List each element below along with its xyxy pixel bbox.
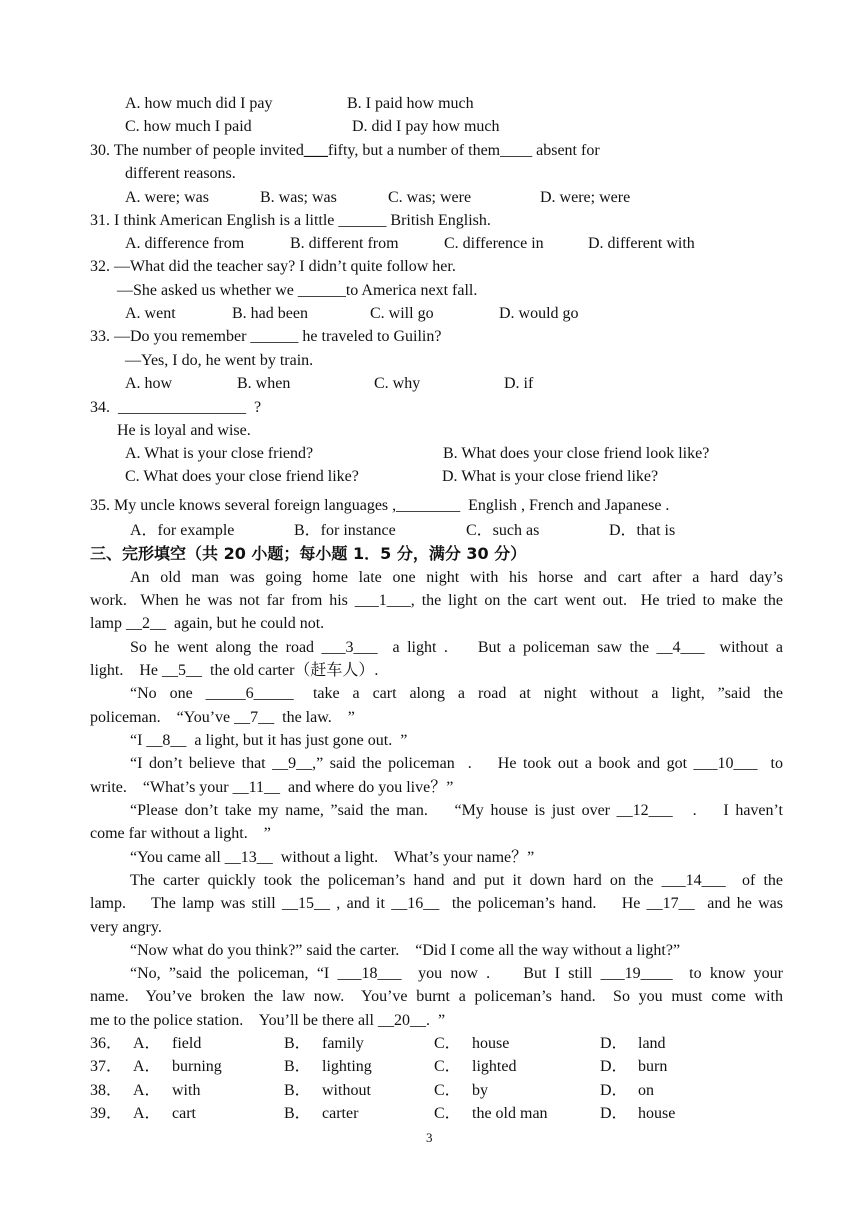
q30-option-d: D. were; were [540,189,631,206]
q35-option-d: D．that is [609,522,676,539]
page-number: 3 [426,1130,433,1145]
section-title-cloze: 三、完形填空（共 20 小题；每小题 1．5 分，满分 30 分） [90,544,527,563]
q31-option-b: B. different from [290,235,399,252]
passage-p10-line3: me to the police station. You’ll be there all __20__. ” [90,1012,446,1029]
cloze-option-c-text: lighted [472,1058,517,1075]
passage-p10-line2 [90,987,783,1007]
passage-p7-line1: “You came all __13__ without a light. What’s your name？” [130,849,535,866]
q31-option-d: D. different with [588,235,695,252]
cloze-option-d-text: house [638,1105,676,1122]
passage-p2-line1 [130,638,783,658]
cloze-question-number: 37． [90,1058,123,1075]
passage-text: lamp. The lamp was still __15__ , and it __16__ the policeman’s hand. He __17__ and he was [90,895,783,912]
cloze-option-d-text: land [638,1035,666,1052]
passage-text: The carter quickly took the policeman’s hand and put it down hard on the ___14___ of the [130,872,783,889]
passage-p5-line2: write. “What’s your __11__ and where do you live？” [90,779,454,796]
q35-option-c: C．such as [466,522,540,539]
cloze-option-d-letter: D． [600,1082,628,1099]
cloze-option-a-letter: A． [133,1058,161,1075]
q30-stem-part1: 30. The number of people invited [90,142,304,159]
passage-text: “No one _____6_____ take a cart along a road at night without a light, ”said the [130,685,783,702]
q34-option-d: D. What is your close friend like? [442,468,659,485]
q34-option-c: C. What does your close friend like? [125,468,359,485]
q29-option-b: B. I paid how much [347,95,474,112]
q33-option-d: D. if [504,375,534,392]
q31-stem: 31. I think American English is a little ______ British English. [90,212,491,229]
passage-p8-line2 [90,894,783,914]
q32-stem-line1: 32. —What did the teacher say? I didn’t quite follow her. [90,258,456,275]
cloze-option-a-letter: A． [133,1035,161,1052]
passage-p2-line2: light. He __5__ the old carter（赶车人）. [90,662,379,679]
q34-option-a: A. What is your close friend? [125,445,314,462]
q35-option-a: A．for example [130,522,235,539]
q32-option-c: C. will go [370,305,434,322]
q30-option-c: C. was; were [388,189,472,206]
q34-option-b: B. What does your close friend look like? [443,445,710,462]
passage-p3-line1 [130,684,783,704]
q32-option-d: D. would go [499,305,579,322]
passage-p1-line3: lamp __2__ again, but he could not. [90,615,325,632]
q30-stem-part2: fifty, but a number of them____ absent for [327,142,600,159]
cloze-option-d-letter: D． [600,1035,628,1052]
q30-stem-line2: different reasons. [125,165,236,182]
q31-option-c: C. difference in [444,235,544,252]
cloze-option-b-letter: B． [284,1035,311,1052]
passage-text: An old man was going home late one night with his horse and cart after a hard day’s [130,569,783,586]
passage-p6-line1 [130,801,783,821]
passage-p4-line1: “I __8__ a light, but it has just gone out. ” [130,732,408,749]
q31-option-a: A. difference from [125,235,245,252]
q35-stem: 35. My uncle knows several foreign languages ,________ English , French and Japanese . [90,497,670,514]
cloze-option-a-text: burning [172,1058,222,1075]
q30-option-b: B. was; was [260,189,337,206]
q34-stem-line1: 34. ________________ ? [90,399,262,416]
passage-p8-line1 [130,871,783,891]
q32-option-a: A. went [125,305,176,322]
cloze-option-c-letter: C． [434,1082,461,1099]
passage-text: “Please don’t take my name, ”said the man. “My house is just over __12___ . I haven’t [130,802,783,819]
q32-stem-line2: —She asked us whether we ______to America next fall. [117,282,478,299]
cloze-option-d-text: on [638,1082,654,1099]
cloze-option-a-text: field [172,1035,202,1052]
cloze-option-b-letter: B． [284,1105,311,1122]
cloze-option-c-text: by [472,1082,488,1099]
cloze-option-a-letter: A． [133,1082,161,1099]
cloze-option-c-letter: C． [434,1058,461,1075]
passage-p5-line1 [130,754,783,774]
cloze-question-number: 38． [90,1082,123,1099]
q35-option-b: B．for instance [294,522,396,539]
cloze-option-b-text: without [322,1082,371,1099]
cloze-option-c-text: the old man [472,1105,548,1122]
cloze-option-b-text: lighting [322,1058,372,1075]
passage-p1-line2 [90,591,783,611]
q32-option-b: B. had been [232,305,308,322]
cloze-option-a-text: cart [172,1105,196,1122]
passage-p10-line1 [130,964,783,984]
passage-text: name. You’ve broken the law now. You’ve burnt a policeman’s hand. So you must come with [90,988,783,1005]
passage-p3-line2: policeman. “You’ve __7__ the law. ” [90,709,355,726]
passage-text: So he went along the road ___3___ a light . But a policeman saw the __4___ without a [130,639,783,656]
passage-p8-line3: very angry. [90,919,162,936]
cloze-option-b-text: family [322,1035,364,1052]
cloze-option-b-letter: B． [284,1082,311,1099]
passage-p6-line2: come far without a light. ” [90,825,271,842]
passage-text: “No, ”said the policeman, “I ___18___ you now . But I still ___19____ to know your [130,965,783,982]
cloze-option-d-letter: D． [600,1058,628,1075]
q33-option-c: C. why [374,375,421,392]
q30-blank: ___ [303,142,328,159]
cloze-option-b-text: carter [322,1105,359,1122]
cloze-option-a-text: with [172,1082,201,1099]
passage-p9-line1: “Now what do you think?” said the carter. “Did I come all the way without a light?” [130,942,681,959]
q29-option-c: C. how much I paid [125,118,252,135]
q29-option-a: A. how much did I pay [125,95,273,112]
cloze-question-number: 39． [90,1105,123,1122]
q33-option-b: B. when [237,375,291,392]
q33-stem-line2: —Yes, I do, he went by train. [125,352,314,369]
cloze-option-c-letter: C． [434,1105,461,1122]
cloze-option-c-text: house [472,1035,510,1052]
passage-text: work. When he was not far from his ___1___, the light on the cart went out. He tried to make the [90,592,783,609]
q33-option-a: A. how [125,375,173,392]
q34-stem-line2: He is loyal and wise. [117,422,251,439]
cloze-option-a-letter: A． [133,1105,161,1122]
q30-option-a: A. were; was [125,189,209,206]
q33-stem-line1: 33. —Do you remember ______ he traveled to Guilin? [90,328,442,345]
q30-stem-line1 [90,141,600,161]
cloze-option-d-letter: D． [600,1105,628,1122]
cloze-question-number: 36． [90,1035,123,1052]
q29-option-d: D. did I pay how much [352,118,500,135]
cloze-option-c-letter: C． [434,1035,461,1052]
cloze-option-b-letter: B． [284,1058,311,1075]
passage-p1-line1 [130,568,783,588]
cloze-option-d-text: burn [638,1058,668,1075]
passage-text: “I don’t believe that __9__,” said the policeman . He took out a book and got ___10___ to [130,755,783,772]
